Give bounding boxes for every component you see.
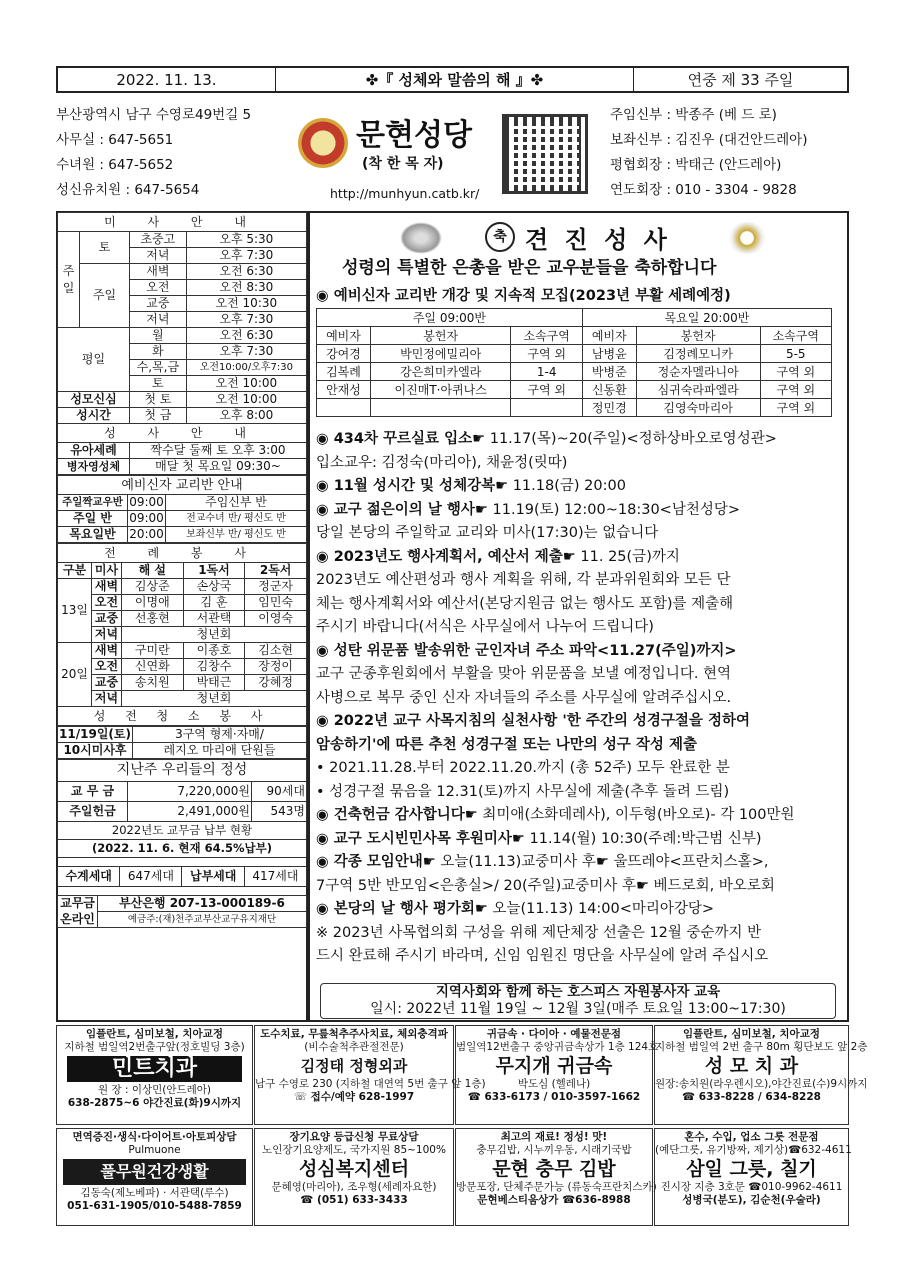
catechism-time: 20:00 <box>129 527 164 541</box>
ad-box <box>654 1025 868 1125</box>
announcement-text: 교구 군종후원회에서 부활을 맞아 위문품을 보낼 예정입니다. 현역 <box>316 666 732 682</box>
announcement-line <box>316 663 846 687</box>
mass-time: 오전10:00/오후7:30 <box>186 360 306 376</box>
ad-line: 051-631-1905/010-5488-7859 <box>67 1200 242 1212</box>
altar-mass: 새벽 <box>92 643 122 659</box>
hospice-title: 지역사회와 함께 하는 호스피스 자원봉사자 교육 <box>435 984 721 1000</box>
ad-line: 남구 수영로 230 (지하철 대연역 5번 출구 앞 1층) <box>255 1078 486 1090</box>
announcement-line <box>316 546 846 570</box>
ad-name: 민트치과 <box>67 1056 242 1082</box>
dues-value: 647세대 <box>120 867 182 887</box>
altar-cell: 신연화 <box>122 659 184 675</box>
announcement-line <box>316 569 846 593</box>
announcement-text: ※ 2023년 사목협의회 구성을 위해 제단체장 선출은 12월 중순까지 반 <box>316 924 762 941</box>
announcement-line <box>316 734 846 758</box>
ad-name: 풀무원건강생활 <box>63 1159 246 1185</box>
mass-row: 수,목,금 <box>130 360 187 376</box>
altar-cell: 손상국 <box>183 579 245 595</box>
liturgical-week: 연중 제 33 주일 <box>687 71 794 89</box>
host-icon <box>728 222 766 254</box>
offering-label: 주일헌금 <box>58 802 128 822</box>
announcement-line <box>316 781 846 805</box>
altar-cell: 청년회 <box>122 627 307 643</box>
altar-cell: 김 훈 <box>183 595 245 611</box>
announcement-title: ◉ 434차 꾸르실료 입소☛ <box>316 431 486 447</box>
altar-mass: 새벽 <box>92 579 122 595</box>
table-cell: 김복례 <box>317 363 371 381</box>
announcement-line <box>316 945 846 969</box>
offering-count: 543명 <box>252 802 307 822</box>
ad-line: 혼수, 수입, 업소 그릇 전문점 <box>684 1131 819 1143</box>
ad-line: 장기요양 등급신청 무료상담 <box>289 1131 419 1143</box>
altar-mass: 교중 <box>92 611 122 627</box>
table-cell <box>317 399 371 417</box>
ad-box <box>56 1128 253 1226</box>
ad-line: 원 장 : 이상민(안드레아) <box>97 1084 212 1096</box>
announcement-title: ◉ 2023년도 행사계획서, 예산서 제출☛ <box>316 548 576 565</box>
header-bar <box>56 66 849 93</box>
announcement-detail: 11.17(목)~20(주일)<정하상바오로영성관> <box>485 431 777 447</box>
altar-mass: 교중 <box>92 675 122 691</box>
ad-line: 귀금속 · 다이아 · 예물전문점 <box>486 1028 622 1040</box>
mass-time: 오전 6:30 <box>186 264 306 280</box>
announcement-line <box>316 428 846 452</box>
table-cell: 구역 외 <box>511 345 582 363</box>
ad-name: 문현 충무 김밥 <box>492 1158 616 1180</box>
table-cell: 안재성 <box>317 381 371 399</box>
altar-mass: 오전 <box>92 659 122 675</box>
cleaning-date: 11/19일(토) <box>59 727 131 741</box>
announcement-text: 입소교우: 김정숙(마리아), 채윤정(릿따) <box>316 454 568 471</box>
table-cell: 강여경 <box>317 345 371 363</box>
announcement-title: ◉ 건축헌금 감사합니다☛ <box>316 807 478 823</box>
year-title: ✤『 성체와 말씀의 해 』✤ <box>276 68 634 91</box>
announcement-line <box>316 522 846 546</box>
catechism-class: 목요일반 <box>58 527 128 543</box>
catechism-class: 주일 반 <box>58 511 128 527</box>
church-name: 문현성당 <box>356 118 472 153</box>
table-cell: 구역 외 <box>760 363 831 381</box>
announcement-title: ◉ 교구 젊은이의 날 행사☛ <box>316 501 488 518</box>
offering-amount: 7,220,000원 <box>128 782 252 802</box>
announcement-title: ◉ 교구 도시빈민사목 후원미사☛ <box>316 830 525 847</box>
ad-line: 임플란트, 심미보철, 치아교정 <box>682 1028 820 1040</box>
mass-time: 오후 8:00 <box>186 408 306 424</box>
sunday-class-head: 주일 09:00반 <box>317 309 583 327</box>
altar-cell: 장정이 <box>245 659 307 675</box>
ad-line: 지하철 범일역2번출구앞(정호빌딩 3층) <box>64 1041 245 1053</box>
announcement-line <box>316 804 846 828</box>
ad-line: Pulmuone <box>128 1144 181 1156</box>
catechism-title: 예비신자 교리반 안내 <box>58 476 307 495</box>
mass-time: 오전 8:30 <box>186 280 306 296</box>
altar-cell: 정군자 <box>245 579 307 595</box>
hospice-box <box>320 983 836 1019</box>
catechumen-table <box>316 308 832 417</box>
catechism-time: 09:00 <box>129 495 164 509</box>
table-head: 봉헌자 <box>636 327 760 345</box>
memorial-president: 연도회장 : 010 - 3304 - 9828 <box>610 182 797 198</box>
announcement-detail: 오늘(11.13)교중미사 후☛ 울뜨레야<프란치스홀>, <box>435 854 769 870</box>
announcement-list <box>316 428 846 969</box>
announcement-line <box>316 452 846 476</box>
announcement-text: 체는 행사계획서와 예산서(본당지원금 없는 행사도 포함)를 제출해 <box>316 595 734 612</box>
altar-cell: 김창수 <box>183 659 245 675</box>
cleaning-time: 10시미사후 <box>58 743 133 759</box>
table-cell: 정순자멜라니아 <box>636 363 760 381</box>
ad-line: 충무김밥, 시누끼우동, 시래기국밥 <box>476 1144 632 1156</box>
announcement-detail: 11.19(토) 12:00~18:30<남천성당> <box>487 501 741 518</box>
altar-cell: 선홍현 <box>122 611 184 627</box>
parish-contact <box>56 103 296 203</box>
ad-line: 도수치료, 무릎척추주사치료, 체외충격파 <box>260 1028 448 1040</box>
mass-row: 화 <box>130 344 187 360</box>
mass-row: 월 <box>130 328 187 344</box>
ad-name: 성심복지센터 <box>298 1158 410 1180</box>
table-cell: 이진매T·아퀴나스 <box>370 381 511 399</box>
table-cell: 1-4 <box>511 363 582 381</box>
altar-mass: 오전 <box>92 595 122 611</box>
table-cell: 구역 외 <box>511 381 582 399</box>
ad-line: (비수술척추관절전문) <box>304 1041 404 1053</box>
altar-cell: 구미란 <box>122 643 184 659</box>
dues-label: 수계세대 <box>58 867 120 887</box>
ad-line: ☎ (051) 633-3433 <box>300 1194 408 1206</box>
table-cell: 김정례모니카 <box>636 345 760 363</box>
ad-box <box>455 1128 657 1226</box>
altar-cell: 이종호 <box>183 643 245 659</box>
online-label: 교무금 <box>58 896 98 912</box>
announcement-title: ◉ 11월 성시간 및 성체강복☛ <box>316 478 509 494</box>
mass-row: 토 <box>130 376 187 392</box>
ad-line: 박도심 (헬레나) <box>517 1078 591 1090</box>
table-head: 예비자 <box>582 327 636 345</box>
website-link[interactable]: http://munhyun.catb.kr/ <box>330 186 480 201</box>
catechism-class: 주일짝교우반 <box>58 495 128 511</box>
convent-phone: 수녀원 : 647-5652 <box>56 157 174 173</box>
mass-time: 오전 10:00 <box>186 376 306 392</box>
table-cell: 강은희미카엘라 <box>370 363 511 381</box>
announcement-text: 주시기 바랍니다(서식은 사무실에서 나누어 드립니다) <box>316 619 654 635</box>
weekday-label: 평일 <box>58 328 130 392</box>
offering-title: 지난주 우리들의 정성 <box>58 760 307 782</box>
ad-line: 원장:송치원(라우렌시오),야간진료(수)9시까지 <box>655 1078 868 1090</box>
ad-line: 최고의 재료! 정성! 맛! <box>500 1131 608 1143</box>
table-cell: 5-5 <box>760 345 831 363</box>
infant-baptism-time: 짝수달 둘째 토 오후 3:00 <box>130 443 307 459</box>
altar-cell: 강혜정 <box>245 675 307 691</box>
altar-cell: 송치원 <box>122 675 184 691</box>
announcement-line <box>316 757 846 781</box>
table-cell: 심귀숙라파엘라 <box>636 381 760 399</box>
holy-hour: 성시간 <box>58 408 130 424</box>
ad-line: 성병국(분도), 김순천(우술라) <box>682 1194 821 1206</box>
altar-cell: 이명애 <box>122 595 184 611</box>
ad-line: 범일역12번출구 중앙귀금속상가 1층 124호 <box>456 1041 659 1053</box>
table-head: 소속구역 <box>760 327 831 345</box>
announcement-text: 7구역 5반 반모임<은총실>/ 20(주일)교중미사 후☛ 베드로회, 바오로회 <box>316 877 775 894</box>
announcement-line <box>316 593 846 617</box>
ad-box <box>654 1128 852 1226</box>
qr-code-icon[interactable] <box>502 114 588 194</box>
celebrate-badge: 축 <box>485 222 515 252</box>
cleaning-group: 3구역 형제·자매/ <box>133 727 307 743</box>
altar-cell: 김소현 <box>245 643 307 659</box>
ad-line: 노인장기요양제도, 국가지원 85~100% <box>262 1144 446 1156</box>
offering-amount: 2,491,000원 <box>128 802 252 822</box>
altar-head: 해 설 <box>122 563 184 579</box>
hospice-date: 일시: 2022년 11월 19일 ~ 12월 3일(매주 토요일 13:00~17:30) <box>370 1001 786 1017</box>
catechism-teacher: 주임신부 반 <box>166 495 307 511</box>
dove-icon <box>400 222 442 254</box>
announcement-text: • 2021.11.28.부터 2022.11.20.까지 (총 52주) 모두 완료한 분 <box>316 760 730 776</box>
confirmation-title: 견 진 성 사 <box>525 226 671 254</box>
infant-baptism: 유아세례 <box>58 443 130 459</box>
mass-time: 오후 7:30 <box>186 248 306 264</box>
announcement-line <box>316 616 846 640</box>
table-cell: 정민경 <box>582 399 636 417</box>
ad-box <box>254 1025 486 1125</box>
table-cell: 구역 외 <box>760 399 831 417</box>
ad-name: 무지개 귀금속 <box>495 1055 613 1077</box>
ad-line: ☎ 633-6173 / 010-3597-1662 <box>467 1091 641 1103</box>
altar-service-title: 전 례 봉 사 <box>58 544 307 563</box>
offering-count: 90세대 <box>252 782 307 802</box>
mass-time: 오후 5:30 <box>186 232 306 248</box>
announcement-line <box>316 499 846 523</box>
mass-row: 저녁 <box>130 248 187 264</box>
table-cell <box>370 399 511 417</box>
dues-label: 납부세대 <box>182 867 244 887</box>
announcement-text: 당일 본당의 주일학교 교리와 미사(17:30)는 없습니다 <box>316 525 659 541</box>
ad-line: 문현베스티움상가 ☎636-8988 <box>477 1194 631 1206</box>
announcement-detail: 11.18(금) 20:00 <box>508 478 626 494</box>
catechumen-notice: ◉ 예비신자 교리반 개강 및 지속적 모집(2023년 부활 세례예정) <box>316 288 731 304</box>
ad-box <box>455 1025 659 1125</box>
announcement-detail: 11.14(월) 10:30(주례:박근범 신부) <box>524 830 762 847</box>
ad-box <box>254 1128 454 1226</box>
ad-name: 성 모 치 과 <box>704 1055 799 1077</box>
altar-head: 구분 <box>58 563 92 579</box>
cleaning-group: 레지오 마리애 단원들 <box>133 743 307 759</box>
office-phone: 사무실 : 647-5651 <box>56 132 174 148</box>
table-cell: 박민정에밀리아 <box>370 345 511 363</box>
catechism-time: 09:00 <box>129 511 164 525</box>
dues-value: 417세대 <box>244 867 306 887</box>
table-cell: 박병준 <box>582 363 636 381</box>
announcement-line <box>316 898 846 922</box>
table-cell: 남병윤 <box>582 345 636 363</box>
week-13-label: 13일 <box>58 579 92 643</box>
mass-row: 첫 토 <box>130 392 187 408</box>
account-owner: 예금주:(재)천주교부산교구유지재단 <box>98 912 307 928</box>
mass-time: 오전 6:30 <box>186 328 306 344</box>
sunday-label: 주일 <box>58 232 80 328</box>
bulletin-date: 2022. 11. 13. <box>58 68 276 91</box>
altar-mass: 저녁 <box>92 691 122 707</box>
catechism-teacher: 보좌신부 반/ 평신도 반 <box>166 527 307 543</box>
mass-row: 오전 <box>130 280 187 296</box>
altar-cell: 김상준 <box>122 579 184 595</box>
altar-cell: 이영숙 <box>245 611 307 627</box>
clergy-info <box>610 103 855 203</box>
mass-time: 오후 7:30 <box>186 312 306 328</box>
announcement-line <box>316 875 846 899</box>
assistant-pastor: 보좌신부 : 김진우 (대건안드레아) <box>610 132 808 148</box>
week-20-label: 20일 <box>58 643 92 707</box>
announcement-title: ◉ 성탄 위문품 발송위한 군인자녀 주소 파악<11.27(주일)까지> <box>316 642 737 659</box>
mass-row: 첫 금 <box>130 408 187 424</box>
ad-line: 면역증진·생식·다이어트·아토피상담 <box>72 1131 237 1143</box>
announcement-text: 사병으로 복무 중인 신자 자녀들의 주소를 사무실에 알려주십시오. <box>316 689 732 706</box>
church-patron: (착 한 목 자) <box>362 156 444 172</box>
table-cell: 김영숙마리아 <box>636 399 760 417</box>
altar-head: 미사 <box>92 563 122 579</box>
ad-line: ☎ 633-8228 / 634-8228 <box>682 1091 821 1103</box>
announcement-detail: 11. 25(금)까지 <box>575 548 680 565</box>
ad-name: 김정태 정형외과 <box>300 1057 408 1075</box>
ad-line: 진시장 지층 3호문 ☎010-9962-4611 <box>660 1181 843 1193</box>
mass-time: 오후 7:30 <box>186 344 306 360</box>
ad-line: 638-2875~6 야간진료(화)9시까지 <box>67 1097 242 1109</box>
marian-devotion: 성모신심 <box>58 392 130 408</box>
table-head: 예비자 <box>317 327 371 345</box>
confirmation-subtitle: 성령의 특별한 은총을 받은 교우분들을 축하합니다 <box>342 258 717 278</box>
announcement-title: 암송하기'에 따른 추천 성경구절 또는 나만의 성구 작성 제출 <box>316 736 697 753</box>
altar-cell: 임민숙 <box>245 595 307 611</box>
altar-head: 2독서 <box>245 563 307 579</box>
table-cell: 신동환 <box>582 381 636 399</box>
announcement-line <box>316 828 846 852</box>
announcement-line <box>316 851 846 875</box>
announcement-text: 드시 완료해 주시기 바라며, 신임 임원진 명단을 사무실에 알려 주십시오 <box>316 948 769 964</box>
ad-line: 방문포장, 단체주문가능 (류동숙프란치스카) <box>456 1181 657 1193</box>
address: 부산광역시 남구 수영로49번길 5 <box>56 107 252 123</box>
sick-communion: 병자영성체 <box>58 459 130 475</box>
mass-schedule <box>57 212 307 928</box>
announcement-line <box>316 922 846 946</box>
council-president: 평협회장 : 박태근 (안드레아) <box>610 157 782 173</box>
dues-status-rate: (2022. 11. 6. 현재 64.5%납부) <box>58 840 307 858</box>
mass-time: 오전 10:00 <box>186 392 306 408</box>
parish-logo-icon <box>298 118 348 168</box>
offering-label: 교 무 금 <box>58 782 128 802</box>
cleaning-title: 성 전 청 소 봉 사 <box>58 707 307 726</box>
announcement-text: 2023년도 예산편성과 행사 계획을 위해, 각 분과위원회와 모든 단 <box>316 572 731 588</box>
pastor: 주임신부 : 박종주 (베 드 로) <box>610 107 777 123</box>
ad-name: 삼일 그릇, 칠기 <box>686 1158 817 1180</box>
ad-line: (예단그릇, 유기방짜, 제기상)☎632-4611 <box>655 1144 852 1156</box>
ad-line: 김동숙(제노베파) · 서관택(루수) <box>80 1187 229 1199</box>
altar-cell: 서관택 <box>183 611 245 627</box>
thursday-class-head: 목요일 20:00반 <box>582 309 831 327</box>
kindergarten-phone: 성신유치원 : 647-5654 <box>56 182 200 198</box>
announcement-line <box>316 710 846 734</box>
altar-cell: 박태근 <box>183 675 245 691</box>
sunday-mass-label: 주일 <box>80 264 130 328</box>
announcement-title: ◉ 2022년 교구 사목지침의 실천사항 '한 주간의 성경구절을 정하여 <box>316 713 750 729</box>
ad-line: 지하철 범일역 2번 출구 80m 횡단보도 앞 2층 <box>655 1041 868 1053</box>
sick-communion-time: 매달 첫 목요일 09:30~ <box>130 459 307 475</box>
table-head: 봉헌자 <box>370 327 511 345</box>
altar-head: 1독서 <box>183 563 245 579</box>
ad-line: 문혜영(마리아), 조우형(세례자요한) <box>271 1181 437 1193</box>
saturday-label: 토 <box>80 232 130 264</box>
mass-title: 미 사 안 내 <box>58 213 307 232</box>
dues-status-title: 2022년도 교무금 납부 현황 <box>58 822 307 840</box>
mass-row: 초중고 <box>130 232 187 248</box>
table-cell <box>511 399 582 417</box>
mass-time: 오전 10:30 <box>186 296 306 312</box>
announcement-title: ◉ 각종 모임안내☛ <box>316 854 436 870</box>
table-cell: 구역 외 <box>760 381 831 399</box>
announcement-text: • 성경구절 묶음을 12.31(토)까지 사무실에 제출(추후 돌려 드림) <box>316 783 730 800</box>
table-head: 소속구역 <box>511 327 582 345</box>
sacrament-title: 성 사 안 내 <box>58 424 307 443</box>
mass-row: 새벽 <box>130 264 187 280</box>
announcement-line <box>316 475 846 499</box>
altar-cell: 청년회 <box>122 691 307 707</box>
mass-row: 저녁 <box>130 312 187 328</box>
altar-mass: 저녁 <box>92 627 122 643</box>
announcement-line <box>316 640 846 664</box>
bank-account: 부산은행 207-13-000189-6 <box>98 896 307 912</box>
ad-line: ☏ 접수/예약 628-1997 <box>293 1091 415 1103</box>
ad-box <box>56 1025 253 1125</box>
catechism-teacher: 전교수녀 반/ 평신도 반 <box>166 511 307 527</box>
announcement-line <box>316 687 846 711</box>
ad-line: 임플란트, 심미보철, 치아교정 <box>85 1028 223 1040</box>
announcement-detail: 오늘(11.13) 14:00<마리아강당> <box>487 901 715 917</box>
online-label: 온라인 <box>58 912 98 928</box>
announcement-title: ◉ 본당의 날 행사 평가회☛ <box>316 901 488 917</box>
announcement-detail: 최미애(소화데레사), 이두형(바오로)- 각 100만원 <box>477 807 795 823</box>
mass-row: 교중 <box>130 296 187 312</box>
